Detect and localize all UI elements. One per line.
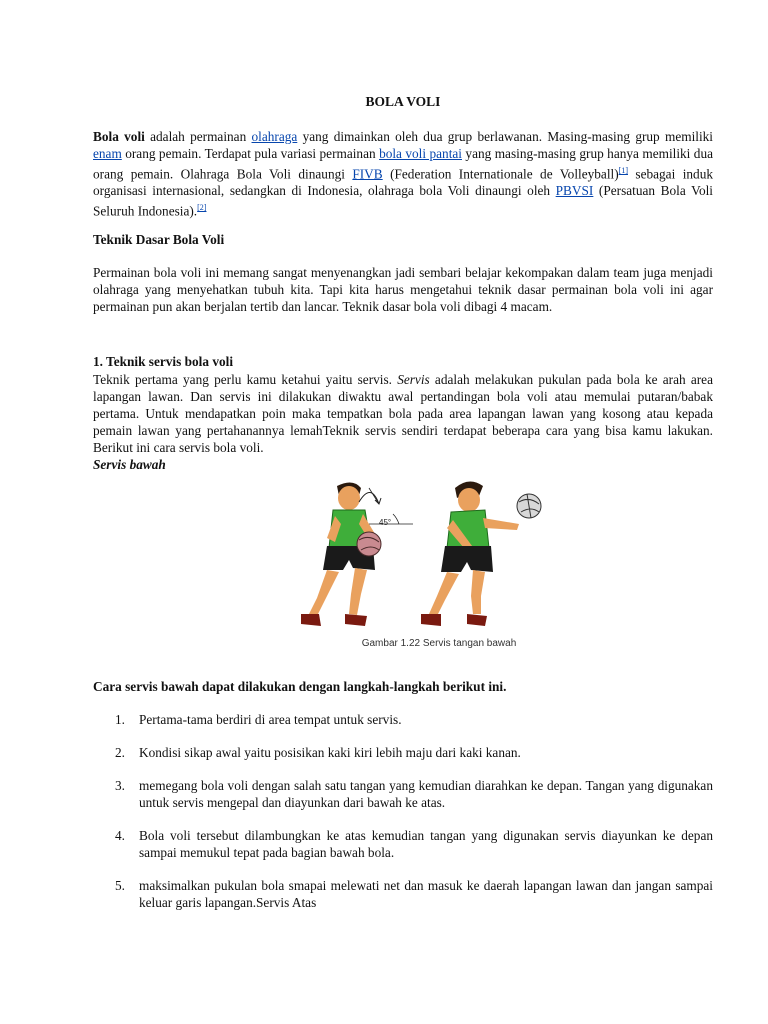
list-item-number: 4. — [115, 828, 125, 843]
servis-text: Teknik pertama yang perlu kamu ketahui yaitu servis. — [93, 372, 398, 387]
volleyball-serve-illustration — [279, 474, 599, 634]
subheading-servis-bawah: Servis bawah — [93, 457, 166, 472]
list-item — [93, 827, 713, 861]
link-bola-voli-pantai[interactable]: bola voli pantai — [379, 146, 462, 161]
servis-italic-term: Servis — [397, 372, 430, 387]
player-2-figure — [421, 481, 541, 626]
page-title: BOLA VOLI — [365, 94, 441, 109]
reference-link-2[interactable]: [2] — [197, 203, 207, 213]
list-item-number: 5. — [115, 878, 125, 893]
servis-text: adalah melakukan pukulan pada bola ke arah area lapangan lawan. Dan servis ini dilakukan diwaktu awal pertandingan bola voli atau memulai putaran/babak pertama. Untuk mendapatkan poin maka tempatkan bola pada area lapangan lawan yang kosong atau kepada pemain lawan yang pertahanannya lemahTeknik servis sendiri terdapat beberapa cara yang bisa kamu lakukan. Berikut ini cara servis bola voli. — [93, 372, 713, 455]
section-heading-servis: 1. Teknik servis bola voli — [93, 354, 234, 369]
link-enam[interactable]: enam — [93, 146, 122, 161]
list-item — [93, 711, 713, 728]
list-item-text: Pertama-tama berdiri di area tempat untuk servis. — [139, 712, 402, 727]
intro-text: yang masing-masing grup hanya memiliki dua orang pemain. Olahraga Bola Voli dinaungi — [93, 146, 713, 182]
intro-text: orang pemain. Terdapat pula variasi permainan — [121, 146, 380, 161]
list-item-number: 2. — [115, 745, 125, 760]
section-heading-cara: Cara servis bawah dapat dilakukan dengan langkah-langkah berikut ini. — [93, 679, 507, 694]
link-fivb[interactable]: FIVB — [352, 166, 383, 182]
player-1-figure — [301, 482, 381, 626]
steps-list — [93, 711, 713, 927]
intro-paragraph — [93, 128, 713, 220]
intro-text: sebagai induk organisasi internasional, sedangkan di Indonesia, olahraga bola Voli dinaungi oleh — [93, 166, 713, 199]
intro-text: (Federation Internationale de Volleyball) — [382, 166, 619, 182]
intro-text: adalah permainan — [144, 129, 252, 144]
teknik-paragraph: Permainan bola voli ini memang sangat menyenangkan jadi sembari belajar kekompakan dalam team juga menjadi olahraga yang menyehatkan tubuh kita. Tapi kita harus mengetahui teknik dasar permainan bola voli ini agar permainan pun akan berjalan tertib dan lancar. Teknik dasar bola voli dibagi 4 macam. — [93, 265, 713, 314]
intro-bold-term: Bola voli — [93, 129, 145, 144]
list-item — [93, 777, 713, 811]
intro-text: (Persatuan Bola Voli Seluruh Indonesia). — [93, 183, 713, 219]
list-item-text: Kondisi sikap awal yaitu posisikan kaki kiri lebih maju dari kaki kanan. — [139, 745, 521, 760]
intro-text: yang dimainkan oleh dua grup berlawanan. Masing-masing grup memiliki — [297, 129, 714, 144]
link-olahraga[interactable]: olahraga — [251, 129, 298, 144]
figure-servis-tangan-bawah — [279, 474, 599, 654]
list-item-text: Bola voli tersebut dilambungkan ke atas kemudian tangan yang digunakan servis diayunkan ke depan sampai memukul tepat pada bagian bawah bola. — [139, 828, 713, 860]
list-item-number: 3. — [115, 778, 125, 793]
figure-caption: Gambar 1.22 Servis tangan bawah — [361, 638, 517, 649]
list-item — [93, 877, 713, 911]
list-item-text: memegang bola voli dengan salah satu tangan yang kemudian diarahkan ke depan. Tangan yang digunakan untuk servis mengepal dan diayunkan dari bawah ke atas. — [139, 778, 713, 810]
list-item — [93, 744, 713, 761]
list-item-number: 1. — [115, 712, 125, 727]
section-heading-teknik: Teknik Dasar Bola Voli — [93, 232, 225, 247]
reference-link-1[interactable]: [1] — [618, 166, 628, 175]
list-item-text: maksimalkan pukulan bola smapai melewati net dan masuk ke daerah lapangan lawan dan jangan sampai keluar garis lapangan.Servis Atas — [139, 878, 713, 910]
link-pbvsi[interactable]: PBVSI — [555, 183, 594, 199]
angle-label: 45° — [379, 518, 392, 527]
servis-paragraph — [93, 371, 713, 456]
